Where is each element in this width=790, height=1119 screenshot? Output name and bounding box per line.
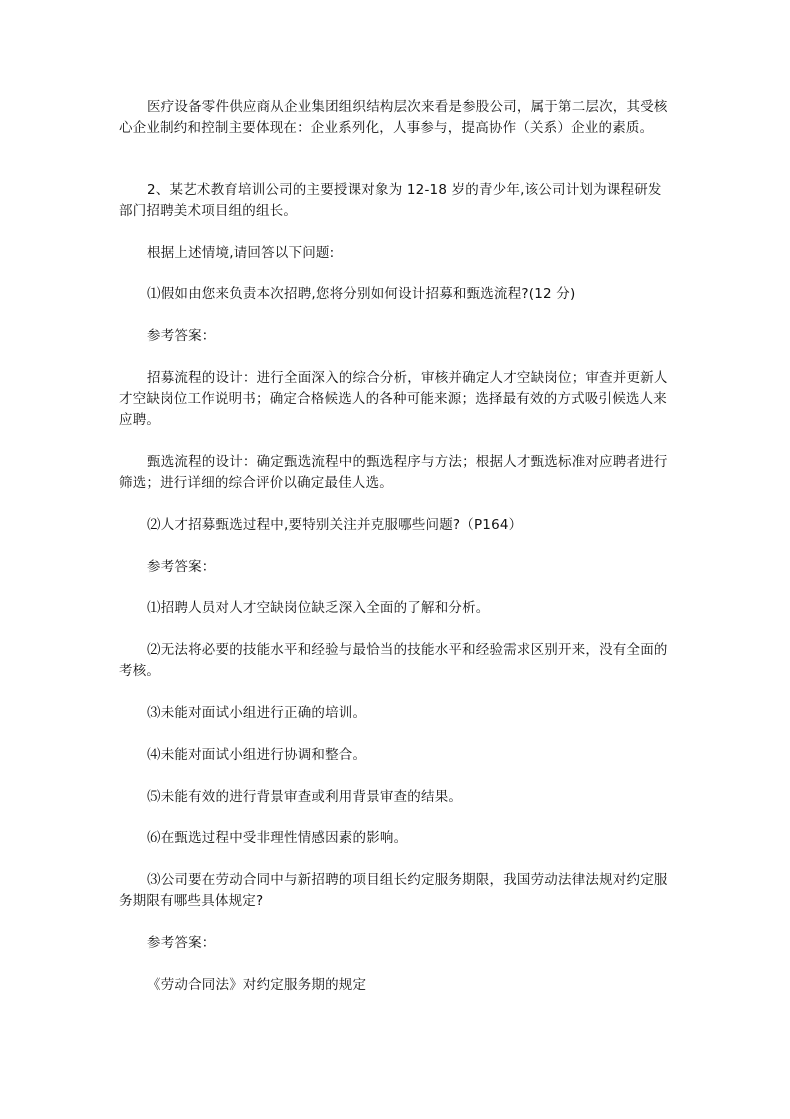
paragraph-answer-label-1: 参考答案： [147,328,216,344]
paragraph-issue-4: ⑷未能对面试小组进行协调和整合。 [147,747,367,763]
paragraph-issue-3: ⑶未能对面试小组进行正确的培训。 [147,705,367,721]
paragraph-answer-label-2: 参考答案： [147,559,216,575]
paragraph-issue-2: ⑵无法将必要的技能水平和经验与最恰当的技能水平和经验需求区别开来，没有全面的考核。 [119,642,668,679]
paragraph-instruction: 根据上述情境,请回答以下问题: [147,245,335,261]
paragraph-selection-process: 甄选流程的设计：确定甄选流程中的甄选程序与方法；根据人才甄选标准对应聘者进行筛选；进行详细的综合评价以确定最佳人选。 [119,454,668,491]
paragraph-issue-6: ⑹在甄选过程中受非理性情感因素的影响。 [147,830,408,846]
paragraph-company-level: 医疗设备零件供应商从企业集团组织结构层次来看是参股公司，属于第二层次，其受核心企业制约和控制主要体现在：企业系列化，人事参与，提高协作（关系）企业的素质。 [119,99,668,136]
paragraph-issue-5: ⑸未能有效的进行背景审查或利用背景审查的结果。 [147,789,463,805]
paragraph-labor-law: 《劳动合同法》对约定服务期的规定 [147,977,367,993]
paragraph-question-2: 2、某艺术教育培训公司的主要授课对象为 12-18 岁的青少年,该公司计划为课程研发部门招聘美术项目组的组长。 [119,182,662,219]
paragraph-subquestion-1: ⑴假如由您来负责本次招聘,您将分别如何设计招募和甄选流程?(12 分) [147,286,576,302]
paragraph-subquestion-2: ⑵人才招募甄选过程中,要特别关注并克服哪些问题?（P164） [147,517,523,533]
paragraph-subquestion-3: ⑶公司要在劳动合同中与新招聘的项目组长约定服务期限，我国劳动法律法规对约定服务期限有哪些具体规定? [119,872,668,909]
paragraph-answer-label-3: 参考答案： [147,935,216,951]
paragraph-issue-1: ⑴招聘人员对人才空缺岗位缺乏深入全面的了解和分析。 [147,600,490,616]
paragraph-recruit-process: 招募流程的设计：进行全面深入的综合分析，审核并确定人才空缺岗位；审查并更新人才空缺岗位工作说明书；确定合格候选人的各种可能来源；选择最有效的方式吸引候选人来应聘。 [119,370,668,428]
